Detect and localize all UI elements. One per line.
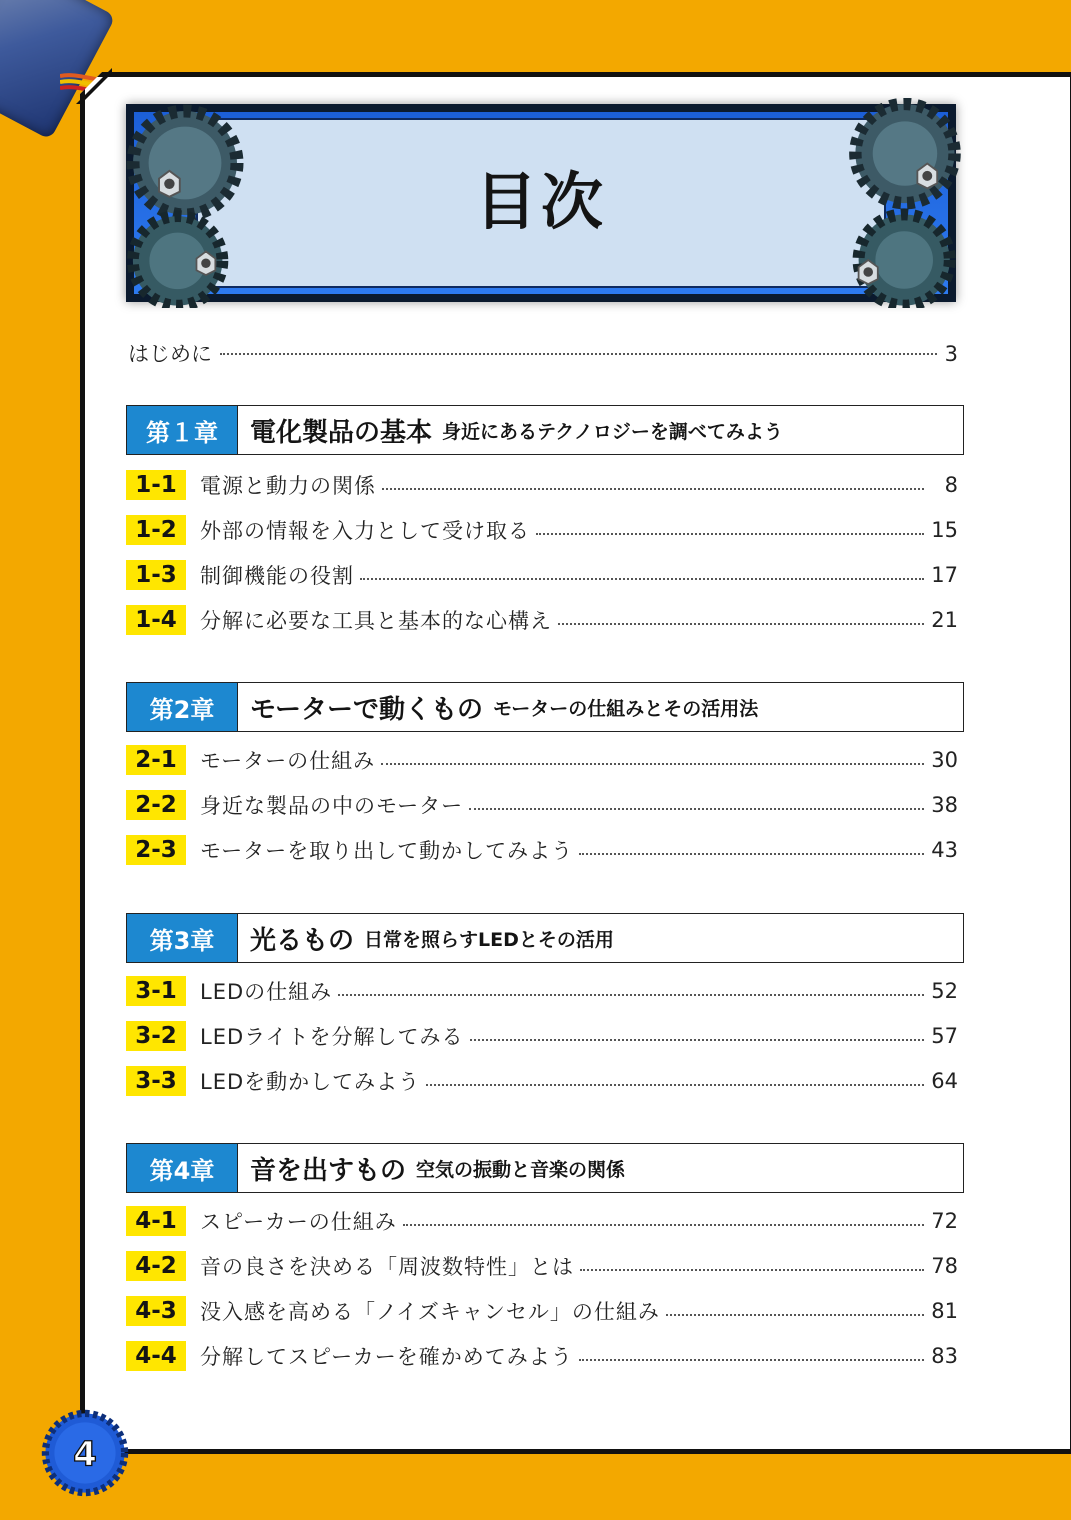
section-page: 30 (931, 748, 958, 772)
section-page: 64 (931, 1069, 958, 1093)
section-number: 2-1 (126, 745, 186, 775)
leader-dots (536, 533, 924, 535)
section-label: スピーカーの仕組み (200, 1210, 397, 1234)
section-label: 身近な製品の中のモーター (200, 794, 464, 818)
section-number: 4-3 (126, 1296, 186, 1326)
toc-entry[interactable] (126, 834, 958, 866)
toc-entry[interactable] (126, 744, 958, 776)
leader-dots (338, 994, 924, 996)
section-label: 外部の情報を入力として受け取る (200, 519, 530, 543)
leader-dots (381, 763, 924, 765)
toc-entry[interactable] (126, 1205, 958, 1237)
chapter-subtitle: 空気の振動と音楽の関係 (416, 1158, 626, 1181)
chapter-tab: 第3章 (127, 914, 238, 962)
leader-dots (426, 1084, 924, 1086)
section-label: 電源と動力の関係 (200, 474, 376, 498)
section-page: 52 (931, 979, 958, 1003)
chapter-1-heading (126, 405, 964, 455)
toc-entry[interactable] (126, 514, 958, 546)
section-label: 分解してスピーカーを確かめてみよう (200, 1345, 573, 1369)
chapter-subtitle: モーターの仕組みとその活用法 (492, 697, 759, 720)
section-page: 43 (931, 838, 958, 862)
section-number: 1-3 (126, 560, 186, 590)
section-page: 81 (931, 1299, 958, 1323)
section-page: 38 (931, 793, 958, 817)
section-number: 1-4 (126, 605, 186, 635)
section-number: 4-2 (126, 1251, 186, 1281)
leader-dots (470, 1039, 924, 1041)
chapter-3-heading (126, 913, 964, 963)
leader-dots (220, 353, 937, 355)
section-label: モーターを取り出して動かしてみよう (200, 839, 574, 863)
section-label: 音の良さを決める「周波数特性」とは (200, 1255, 574, 1279)
toc-entry[interactable] (126, 1295, 958, 1327)
intro-label: はじめに (128, 342, 212, 366)
section-label: LEDを動かしてみよう (200, 1070, 421, 1094)
leader-dots (382, 488, 924, 490)
leader-dots (403, 1224, 924, 1226)
chapter-tab: 第2章 (127, 683, 238, 731)
toc-entry[interactable] (126, 1250, 958, 1282)
toc-entry[interactable] (126, 559, 958, 591)
section-page: 78 (931, 1254, 958, 1278)
leader-dots (666, 1314, 924, 1316)
leader-dots (558, 623, 924, 625)
section-page: 21 (931, 608, 958, 632)
section-label: 没入感を高める「ノイズキャンセル」の仕組み (200, 1300, 660, 1324)
chapter-title: モーターで動くもの (250, 694, 483, 725)
section-number: 3-2 (126, 1021, 186, 1051)
section-label: LEDライトを分解してみる (200, 1025, 464, 1049)
chapter-title: 音を出すもの (250, 1155, 407, 1186)
section-page: 72 (931, 1209, 958, 1233)
intro-page: 3 (944, 342, 958, 366)
leader-dots (579, 853, 924, 855)
section-label: モーターの仕組み (200, 749, 376, 773)
section-page: 57 (931, 1024, 958, 1048)
section-page: 83 (931, 1344, 958, 1368)
chapter-4-heading (126, 1143, 964, 1193)
toc-entry[interactable] (126, 1065, 958, 1097)
leader-dots (579, 1359, 924, 1361)
section-label: LEDの仕組み (200, 980, 333, 1004)
chapter-subtitle: 日常を照らすLEDとその活用 (364, 928, 614, 951)
toc-entry[interactable] (126, 604, 958, 636)
section-number: 2-2 (126, 790, 186, 820)
section-number: 2-3 (126, 835, 186, 865)
toc-entry[interactable] (126, 789, 958, 821)
toc-entry[interactable] (126, 469, 958, 501)
section-page: 17 (931, 563, 958, 587)
chapter-tab: 第１章 (127, 406, 238, 454)
chapter-subtitle: 身近にあるテクノロジーを調べてみよう (442, 420, 783, 443)
toc-entry[interactable] (126, 1020, 958, 1052)
toc-entry[interactable] (126, 1340, 958, 1372)
section-number: 3-1 (126, 976, 186, 1006)
page-number: 4 (73, 1434, 97, 1475)
chapter-title: 光るもの (250, 925, 355, 956)
page-number-badge (40, 1408, 130, 1498)
leader-dots (360, 578, 924, 580)
section-label: 分解に必要な工具と基本的な心構え (200, 609, 552, 633)
title-banner (126, 104, 956, 302)
intro-entry[interactable] (128, 338, 958, 366)
leader-dots (469, 808, 924, 810)
section-number: 1-1 (126, 470, 186, 500)
chapter-title: 電化製品の基本 (250, 417, 433, 448)
toc-entry[interactable] (126, 975, 958, 1007)
page-title: 目次 (474, 165, 607, 238)
chapter-2-heading (126, 682, 964, 732)
section-number: 3-3 (126, 1066, 186, 1096)
section-number: 4-4 (126, 1341, 186, 1371)
section-page: 15 (931, 518, 958, 542)
section-label: 制御機能の役割 (200, 564, 354, 588)
leader-dots (580, 1269, 924, 1271)
section-page: 8 (944, 473, 958, 497)
section-number: 4-1 (126, 1206, 186, 1236)
chapter-tab: 第4章 (127, 1144, 238, 1192)
section-number: 1-2 (126, 515, 186, 545)
